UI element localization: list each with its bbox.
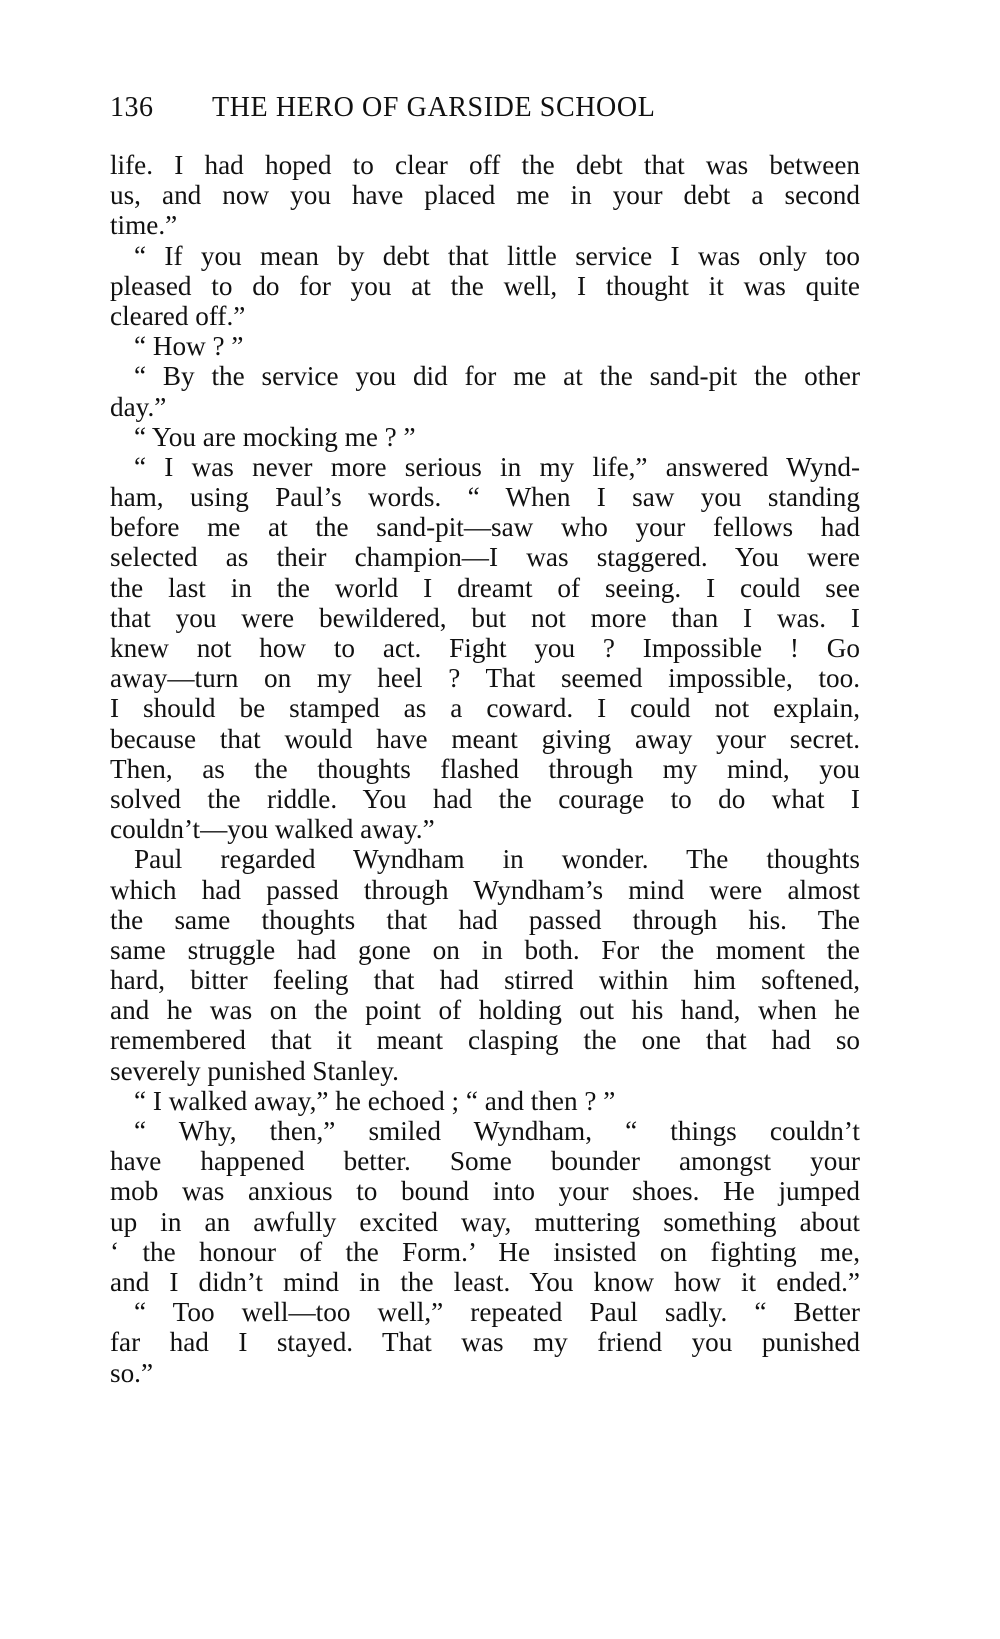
text-line: Paul regarded Wyndham in wonder. The thoughts (134, 844, 860, 875)
text-line: “ Why, then,” smiled Wyndham, “ things couldn’t (134, 1116, 860, 1146)
text-line: ham, using Paul’s words. “ When I saw you standing (110, 482, 860, 513)
text-line: “ I walked away,” he echoed ; “ and then ? ” (134, 1085, 616, 1116)
text-line: which had passed through Wyndham’s mind were almost (110, 874, 860, 905)
text-line: “ How ? ” (134, 331, 244, 362)
text-line: “ I was never more serious in my life,” answered Wynd- (134, 451, 860, 482)
text-line: and he was on the point of holding out his hand, when he (110, 995, 860, 1026)
text-line: “ If you mean by debt that little service I was only too (134, 240, 860, 271)
text-line: “ By the service you did for me at the sand-pit the other (134, 361, 860, 392)
text-line: remembered that it meant clasping the one that had so (110, 1025, 860, 1056)
text-line: up in an awfully excited way, muttering something about (110, 1206, 860, 1237)
text-line: I should be stamped as a coward. I could not explain, (110, 693, 860, 724)
text-line: same struggle had gone on in both. For the moment the (110, 934, 860, 965)
text-line: ‘ the honour of the Form.’ He insisted on fighting me, (110, 1236, 860, 1267)
text-line: have happened better. Some bounder amongst your (110, 1146, 860, 1177)
text-line: far had I stayed. That was my friend you punished (110, 1327, 860, 1358)
text-line: us, and now you have placed me in your debt a second (110, 180, 860, 211)
text-line: knew not how to act. Fight you ? Impossible ! Go (110, 633, 860, 663)
text-line: couldn’t—you walked away.” (110, 814, 435, 845)
text-line: hard, bitter feeling that had stirred within him softened, (110, 965, 860, 996)
running-header (110, 92, 890, 132)
text-line: mob was anxious to bound into your shoes. He jumped (110, 1176, 860, 1207)
text-line: that you were bewildered, but not more than I was. I (110, 602, 860, 633)
text-line: selected as their champion—I was staggered. You were (110, 542, 860, 573)
text-line: life. I had hoped to clear off the debt that was between (110, 150, 860, 180)
text-line: cleared off.” (110, 300, 246, 331)
body-text (110, 150, 860, 1388)
running-title: THE HERO OF GARSIDE SCHOOL (212, 92, 656, 123)
text-line: because that would have meant giving away your secret. (110, 723, 860, 754)
text-line: before me at the sand-pit—saw who your fellows had (110, 512, 860, 543)
text-line: “ Too well—too well,” repeated Paul sadly. “ Better (134, 1297, 860, 1328)
text-line: day.” (110, 391, 167, 422)
text-line: the same thoughts that had passed through his. The (110, 904, 860, 935)
text-line: severely punished Stanley. (110, 1055, 399, 1086)
text-line: so.” (110, 1357, 154, 1388)
text-line: pleased to do for you at the well, I thought it was quite (110, 270, 860, 301)
text-line: “ You are mocking me ? ” (134, 421, 416, 452)
text-line: Then, as the thoughts flashed through my mind, you (110, 753, 860, 784)
text-line: solved the riddle. You had the courage to do what I (110, 783, 860, 814)
text-line: the last in the world I dreamt of seeing. I could see (110, 572, 860, 603)
text-line: time.” (110, 210, 178, 241)
text-line: away—turn on my heel ? That seemed impossible, too. (110, 663, 860, 694)
page-number: 136 (110, 92, 154, 123)
text-line: and I didn’t mind in the least. You know how it ended.” (110, 1266, 860, 1297)
